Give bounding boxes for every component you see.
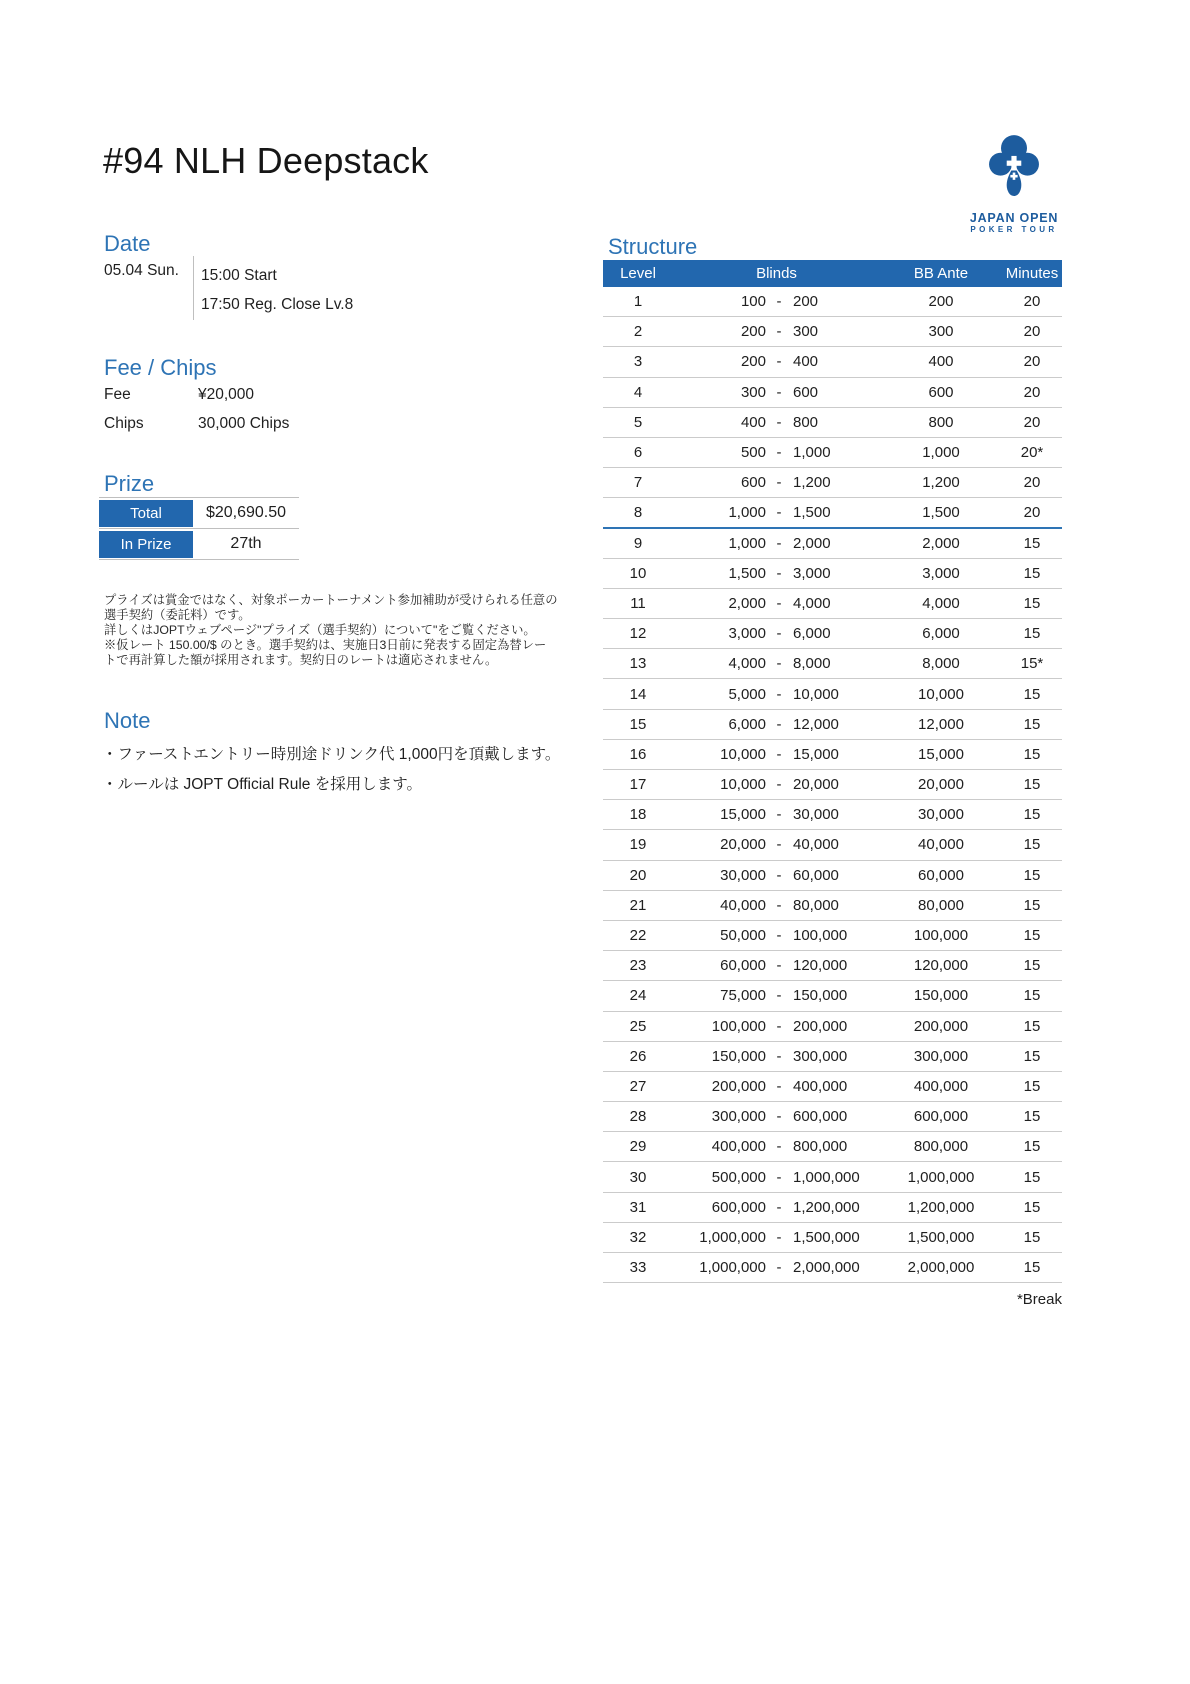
structure-minutes: 15 [1023, 625, 1041, 643]
structure-big-blind: 30,000 [793, 806, 839, 824]
structure-bb-ante: 200,000 [913, 1017, 969, 1035]
structure-level: 4 [633, 383, 643, 401]
structure-minutes: 15 [1023, 1168, 1041, 1186]
structure-big-blind: 60,000 [793, 866, 839, 884]
structure-bb-ante: 15,000 [918, 745, 964, 763]
structure-blinds-dash: - [776, 293, 782, 311]
structure-row [603, 710, 1062, 740]
structure-heading: Structure [608, 234, 698, 259]
structure-bb-ante: 1,500,000 [907, 1228, 975, 1246]
structure-blinds-dash: - [776, 594, 782, 612]
structure-minutes: 15 [1023, 1138, 1041, 1156]
structure-small-blind: 1,000,000 [699, 1259, 766, 1277]
structure-blinds-dash: - [776, 1017, 782, 1035]
structure-big-blind: 10,000 [793, 685, 839, 703]
structure-row [603, 408, 1062, 438]
structure-level: 11 [630, 594, 646, 612]
structure-minutes: 15 [1023, 957, 1041, 975]
structure-bb-ante: 3,000 [922, 564, 960, 582]
structure-small-blind: 200 [740, 323, 766, 341]
structure-minutes: 20 [1023, 474, 1041, 492]
structure-blinds-dash: - [776, 896, 782, 914]
structure-level: 7 [633, 474, 643, 492]
note-item: ・ファーストエントリー時別途ドリンク代 1,000円を頂戴します。 [102, 746, 561, 763]
structure-level: 1 [633, 293, 643, 311]
structure-level: 25 [629, 1017, 647, 1035]
structure-blinds-dash: - [776, 715, 782, 733]
structure-bb-ante: 30,000 [918, 806, 964, 824]
structure-row [603, 981, 1062, 1011]
structure-blinds-dash: - [776, 776, 782, 794]
structure-big-blind: 8,000 [793, 655, 831, 673]
structure-bb-ante: 600 [928, 383, 954, 401]
structure-big-blind: 100,000 [793, 927, 848, 945]
structure-blinds-dash: - [776, 866, 782, 884]
structure-minutes: 15 [1023, 1228, 1041, 1246]
structure-blinds-dash: - [776, 444, 782, 462]
structure-row [603, 800, 1062, 830]
structure-bb-ante: 1,200,000 [907, 1198, 975, 1216]
structure-bb-ante: 60,000 [918, 866, 964, 884]
structure-minutes: 15 [1023, 715, 1041, 733]
structure-small-blind: 150,000 [711, 1047, 766, 1065]
structure-bb-ante: 12,000 [918, 715, 964, 733]
prize-row-label: Total [99, 500, 193, 527]
structure-minutes: 20 [1023, 383, 1041, 401]
structure-minutes: 15 [1023, 745, 1041, 763]
structure-bb-ante: 1,000,000 [907, 1168, 975, 1186]
structure-bb-ante: 20,000 [918, 776, 964, 794]
structure-bb-ante: 600,000 [913, 1108, 969, 1126]
structure-small-blind: 500 [740, 444, 766, 462]
structure-level: 26 [629, 1047, 647, 1065]
structure-level: 6 [633, 444, 643, 462]
structure-minutes: 15 [1023, 836, 1041, 854]
structure-row [603, 1223, 1062, 1253]
structure-blinds-dash: - [776, 1168, 782, 1186]
structure-level: 9 [633, 534, 643, 552]
structure-blinds-dash: - [776, 625, 782, 643]
structure-small-blind: 100 [740, 293, 766, 311]
structure-minutes: 15 [1023, 896, 1041, 914]
structure-row [603, 529, 1062, 559]
structure-blinds-dash: - [776, 323, 782, 341]
structure-blinds-dash: - [776, 957, 782, 975]
structure-blinds-dash: - [776, 806, 782, 824]
structure-row [603, 589, 1062, 619]
disclaimer-line: ※仮レート 150.00/$ のとき。選手契約は、実施日3日前に発表する固定為替レートで再計算した額が採用されます。契約日のレートは適応されません。 [104, 638, 547, 667]
prize-row-label: In Prize [99, 531, 193, 558]
structure-small-blind: 200,000 [711, 1077, 766, 1095]
structure-level: 33 [629, 1259, 647, 1277]
structure-bb-ante: 400 [928, 353, 954, 371]
structure-small-blind: 400 [740, 413, 766, 431]
structure-bb-ante: 300 [928, 323, 954, 341]
structure-big-blind: 2,000,000 [793, 1259, 860, 1277]
structure-blinds-dash: - [776, 534, 782, 552]
structure-row [603, 1162, 1062, 1192]
structure-small-blind: 10,000 [720, 776, 766, 794]
structure-blinds-dash: - [776, 1198, 782, 1216]
structure-small-blind: 200 [740, 353, 766, 371]
structure-level: 22 [629, 927, 647, 945]
prize-row [99, 498, 299, 529]
logo-text-line2: POKER TOUR [970, 225, 1058, 234]
structure-small-blind: 100,000 [711, 1017, 766, 1035]
structure-big-blind: 800,000 [793, 1138, 848, 1156]
structure-level: 28 [629, 1108, 647, 1126]
structure-level: 32 [629, 1228, 647, 1246]
structure-row [603, 649, 1062, 679]
structure-row [603, 1253, 1062, 1283]
structure-big-blind: 1,200,000 [793, 1198, 860, 1216]
structure-big-blind: 300,000 [793, 1047, 848, 1065]
structure-minutes: 20 [1023, 503, 1041, 521]
structure-bb-ante: 1,200 [922, 474, 960, 492]
structure-level: 24 [629, 987, 647, 1005]
structure-blinds-dash: - [776, 413, 782, 431]
page-title: #94 NLH Deepstack [103, 140, 429, 181]
structure-minutes: 15 [1023, 1017, 1041, 1035]
structure-row [603, 317, 1062, 347]
structure-col-bbante: BB Ante [913, 265, 969, 282]
structure-bb-ante: 800,000 [913, 1138, 969, 1156]
structure-minutes: 15 [1023, 987, 1041, 1005]
structure-level: 31 [629, 1198, 647, 1216]
structure-row [603, 861, 1062, 891]
structure-blinds-dash: - [776, 927, 782, 945]
structure-small-blind: 1,500 [728, 564, 766, 582]
date-time-item: 15:00 Start [201, 267, 277, 284]
structure-bb-ante: 2,000,000 [907, 1259, 975, 1277]
structure-row [603, 468, 1062, 498]
structure-row [603, 1042, 1062, 1072]
structure-big-blind: 12,000 [793, 715, 839, 733]
structure-big-blind: 1,500,000 [793, 1228, 860, 1246]
structure-blinds-dash: - [776, 1228, 782, 1246]
structure-big-blind: 200,000 [793, 1017, 848, 1035]
structure-small-blind: 1,000,000 [699, 1228, 766, 1246]
structure-row [603, 378, 1062, 408]
structure-minutes: 15 [1023, 1259, 1041, 1277]
structure-level: 18 [629, 806, 647, 824]
structure-blinds-dash: - [776, 655, 782, 673]
structure-bb-ante: 1,500 [922, 503, 960, 521]
structure-row [603, 740, 1062, 770]
structure-bb-ante: 100,000 [913, 927, 969, 945]
structure-big-blind: 4,000 [793, 594, 831, 612]
structure-big-blind: 6,000 [793, 625, 831, 643]
date-time-item: 17:50 Reg. Close Lv.8 [201, 295, 354, 313]
structure-blinds-dash: - [776, 836, 782, 854]
structure-row [603, 1132, 1062, 1162]
clover-icon [988, 134, 1040, 208]
structure-level: 12 [629, 625, 647, 643]
structure-bb-ante: 150,000 [913, 987, 969, 1005]
structure-blinds-dash: - [776, 353, 782, 371]
structure-bb-ante: 300,000 [913, 1047, 969, 1065]
structure-bb-ante: 80,000 [918, 896, 964, 914]
structure-small-blind: 20,000 [720, 836, 766, 854]
structure-row [603, 830, 1062, 860]
structure-minutes: 15 [1023, 594, 1041, 612]
disclaimer-line: プライズは賞金ではなく、対象ポーカートーナメント参加補助が受けられる任意の選手契約（委託料）です。 [104, 593, 558, 622]
structure-bb-ante: 800 [928, 413, 954, 431]
structure-blinds-dash: - [776, 1259, 782, 1277]
structure-big-blind: 400 [793, 353, 819, 371]
structure-level: 2 [633, 323, 643, 341]
structure-bb-ante: 1,000 [922, 444, 960, 462]
structure-minutes: 15 [1023, 1198, 1041, 1216]
structure-big-blind: 40,000 [793, 836, 839, 854]
structure-minutes: 15 [1023, 776, 1041, 794]
structure-small-blind: 300 [740, 383, 766, 401]
prize-row [99, 529, 299, 560]
structure-row [603, 951, 1062, 981]
structure-blinds-dash: - [776, 1108, 782, 1126]
structure-level: 16 [629, 745, 647, 763]
structure-big-blind: 800 [793, 413, 819, 431]
structure-minutes: 15* [1020, 655, 1044, 673]
logo-text-line1: JAPAN OPEN [969, 211, 1059, 225]
structure-minutes: 20 [1023, 293, 1041, 311]
structure-small-blind: 10,000 [720, 745, 766, 763]
structure-minutes: 15 [1023, 1108, 1041, 1126]
date-times [201, 262, 353, 319]
structure-small-blind: 75,000 [720, 987, 766, 1005]
structure-level: 17 [629, 776, 647, 794]
note-item: ・ルールは JOPT Official Rule を採用します。 [102, 776, 422, 793]
structure-level: 30 [629, 1168, 647, 1186]
jopt-logo [953, 134, 1075, 234]
break-footnote: *Break [1016, 1291, 1062, 1308]
date-divider [193, 256, 194, 320]
structure-big-blind: 20,000 [793, 776, 839, 794]
structure-small-blind: 600,000 [711, 1198, 766, 1216]
structure-small-blind: 5,000 [728, 685, 766, 703]
structure-header-row [603, 260, 1062, 287]
structure-minutes: 15 [1023, 685, 1041, 703]
fee-chips-heading: Fee / Chips [104, 355, 217, 380]
structure-row [603, 679, 1062, 709]
structure-minutes: 15 [1023, 866, 1041, 884]
structure-blinds-dash: - [776, 564, 782, 582]
structure-row [603, 438, 1062, 468]
structure-bb-ante: 4,000 [922, 594, 960, 612]
fee-chips-table [104, 386, 289, 444]
structure-big-blind: 1,000,000 [793, 1168, 860, 1186]
structure-blinds-dash: - [776, 1077, 782, 1095]
structure-small-blind: 300,000 [711, 1108, 766, 1126]
structure-level: 20 [629, 866, 647, 884]
prize-row-value: $20,690.50 [205, 504, 287, 521]
structure-row [603, 619, 1062, 649]
structure-minutes: 20 [1023, 353, 1041, 371]
structure-blinds-dash: - [776, 474, 782, 492]
structure-table [603, 260, 1062, 1283]
structure-minutes: 20* [1020, 444, 1044, 462]
note-heading: Note [104, 708, 151, 733]
structure-small-blind: 400,000 [711, 1138, 766, 1156]
structure-small-blind: 40,000 [720, 896, 766, 914]
date-heading: Date [104, 231, 151, 256]
date-day: 05.04 Sun. [104, 262, 179, 279]
structure-level: 19 [629, 836, 647, 854]
structure-big-blind: 80,000 [793, 896, 839, 914]
prize-heading: Prize [104, 471, 155, 496]
structure-level: 13 [629, 655, 647, 673]
structure-col-blinds: Blinds [756, 265, 797, 282]
structure-small-blind: 4,000 [728, 655, 766, 673]
fee-value: 30,000 Chips [198, 415, 290, 432]
structure-minutes: 15 [1023, 806, 1041, 824]
structure-col-level: Level [620, 265, 656, 282]
structure-bb-ante: 400,000 [913, 1077, 969, 1095]
structure-row [603, 498, 1062, 528]
structure-level: 14 [629, 685, 647, 703]
disclaimer-line: 詳しくはJOPTウェブページ"プライズ（選手契約）について"をご覧ください。 [104, 623, 536, 637]
structure-level: 8 [633, 503, 643, 521]
structure-big-blind: 600 [793, 383, 819, 401]
structure-row [603, 347, 1062, 377]
structure-minutes: 20 [1023, 413, 1041, 431]
structure-bb-ante: 40,000 [918, 836, 964, 854]
structure-blinds-dash: - [776, 987, 782, 1005]
prize-table [99, 497, 299, 560]
structure-row [603, 559, 1062, 589]
structure-small-blind: 1,000 [728, 503, 766, 521]
structure-minutes: 15 [1023, 1077, 1041, 1095]
fee-row [104, 415, 289, 444]
structure-big-blind: 1,200 [793, 474, 831, 492]
structure-big-blind: 300 [793, 323, 819, 341]
structure-minutes: 20 [1023, 323, 1041, 341]
structure-level: 5 [633, 413, 643, 431]
structure-minutes: 15 [1023, 534, 1041, 552]
structure-blinds-dash: - [776, 745, 782, 763]
structure-col-minutes: Minutes [1005, 265, 1059, 282]
structure-blinds-dash: - [776, 1138, 782, 1156]
prize-row-value: 27th [230, 535, 262, 552]
structure-bb-ante: 2,000 [922, 534, 960, 552]
structure-level: 29 [629, 1138, 647, 1156]
prize-disclaimer [104, 593, 558, 668]
structure-bb-ante: 200 [928, 293, 954, 311]
structure-small-blind: 500,000 [711, 1168, 766, 1186]
structure-minutes: 15 [1023, 1047, 1041, 1065]
structure-big-blind: 120,000 [793, 957, 848, 975]
structure-big-blind: 3,000 [793, 564, 831, 582]
fee-label: Chips [104, 415, 144, 432]
structure-small-blind: 3,000 [728, 625, 766, 643]
structure-row [603, 770, 1062, 800]
structure-small-blind: 6,000 [728, 715, 766, 733]
structure-row [603, 1012, 1062, 1042]
structure-big-blind: 1,500 [793, 503, 831, 521]
note-list [102, 740, 572, 800]
structure-level: 23 [629, 957, 647, 975]
structure-small-blind: 30,000 [720, 866, 766, 884]
structure-minutes: 15 [1023, 564, 1041, 582]
structure-big-blind: 200 [793, 293, 819, 311]
structure-big-blind: 400,000 [793, 1077, 848, 1095]
fee-label: Fee [104, 386, 131, 403]
structure-big-blind: 1,000 [793, 444, 831, 462]
structure-level: 10 [629, 564, 647, 582]
structure-level: 21 [629, 896, 647, 914]
structure-level: 15 [629, 715, 647, 733]
structure-blinds-dash: - [776, 685, 782, 703]
structure-row [603, 921, 1062, 951]
structure-bb-ante: 10,000 [918, 685, 964, 703]
structure-row [603, 1193, 1062, 1223]
fee-value: ¥20,000 [198, 386, 255, 403]
structure-small-blind: 60,000 [720, 957, 766, 975]
structure-big-blind: 600,000 [793, 1108, 848, 1126]
structure-level: 3 [633, 353, 643, 371]
structure-blinds-dash: - [776, 1047, 782, 1065]
structure-small-blind: 50,000 [720, 927, 766, 945]
structure-level: 27 [629, 1077, 647, 1095]
structure-row [603, 891, 1062, 921]
fee-row [104, 386, 289, 415]
structure-small-blind: 600 [740, 474, 766, 492]
structure-row [603, 287, 1062, 317]
structure-big-blind: 150,000 [793, 987, 848, 1005]
structure-small-blind: 2,000 [728, 594, 766, 612]
structure-blinds-dash: - [776, 503, 782, 521]
structure-blinds-dash: - [776, 383, 782, 401]
structure-bb-ante: 8,000 [922, 655, 960, 673]
structure-small-blind: 1,000 [728, 534, 766, 552]
structure-row [603, 1072, 1062, 1102]
structure-bb-ante: 120,000 [913, 957, 969, 975]
structure-bb-ante: 6,000 [922, 625, 960, 643]
structure-row [603, 1102, 1062, 1132]
structure-big-blind: 15,000 [793, 745, 839, 763]
structure-minutes: 15 [1023, 927, 1041, 945]
structure-small-blind: 15,000 [720, 806, 766, 824]
structure-big-blind: 2,000 [793, 534, 831, 552]
